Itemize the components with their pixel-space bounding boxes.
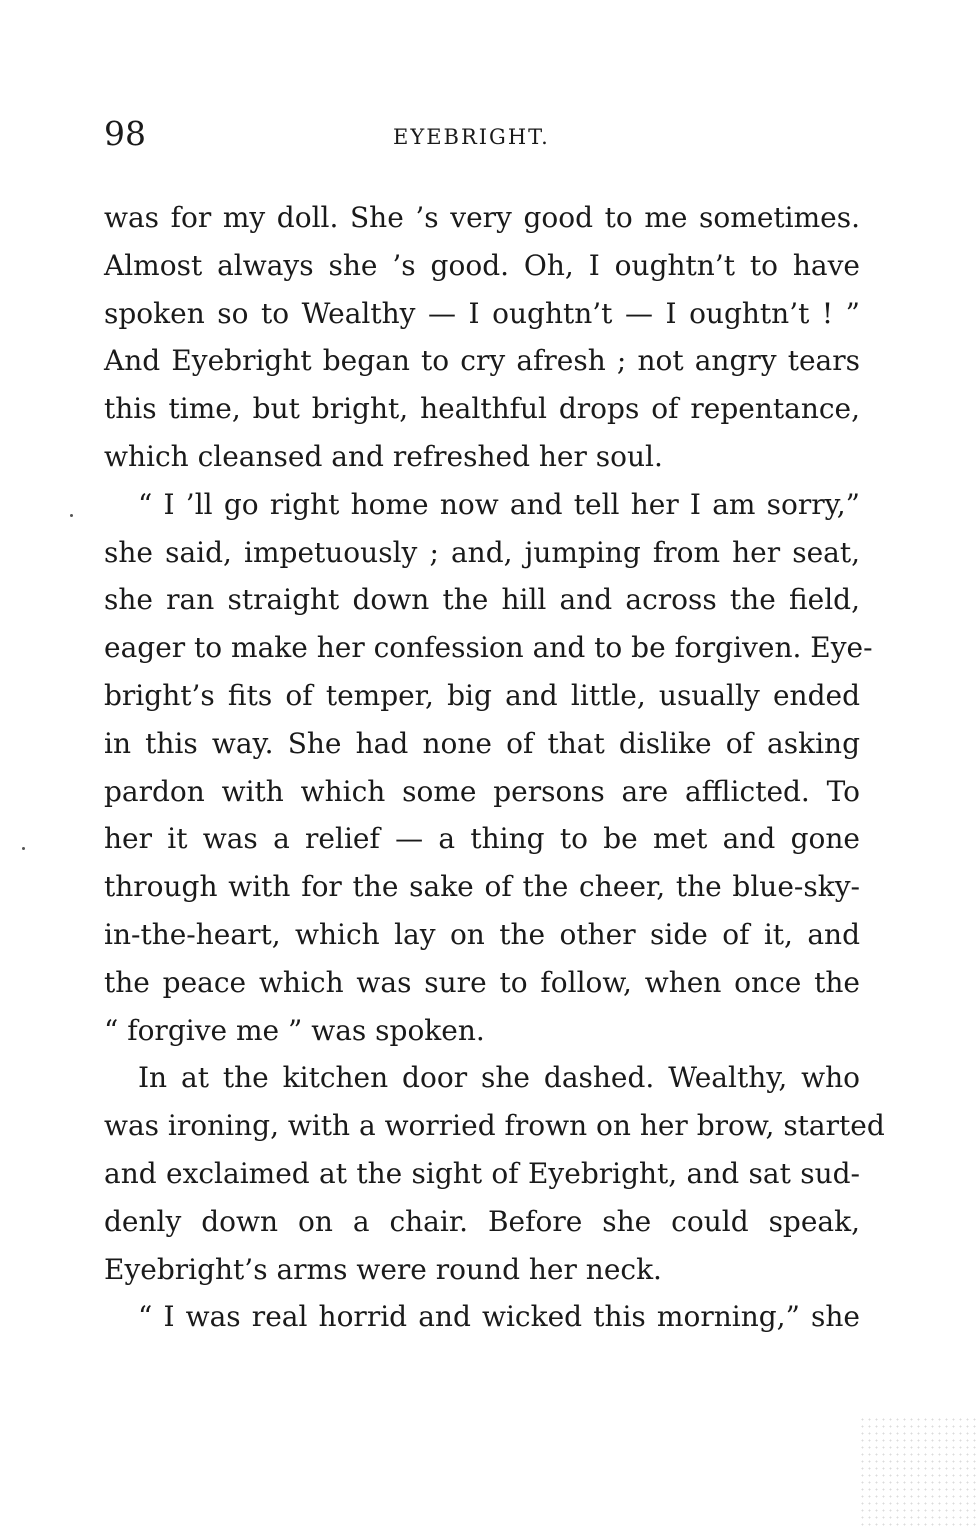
margin-speck <box>70 514 73 517</box>
paper-speckle <box>859 1416 979 1526</box>
page-number: 98 <box>104 114 146 153</box>
text-line: she said, impetuously ; and, jumping from her seat, <box>104 535 860 569</box>
text-line: bright’s fits of temper, big and little, usually ended <box>104 678 860 712</box>
text-line: In at the kitchen door she dashed. Wealthy, who <box>138 1061 860 1095</box>
text-line: pardon with which some persons are afflicted. To <box>104 774 860 808</box>
running-head: EYEBRIGHT. <box>393 125 550 149</box>
text-line: “ I ’ll go right home now and tell her I am sorry,” <box>138 487 860 521</box>
text-line: eager to make her confession and to be forgiven. Eye- <box>104 631 873 665</box>
text-line: in-the-heart, which lay on the other side of it, and <box>104 917 860 951</box>
body-text <box>104 194 885 1341</box>
text-line: “ forgive me ” was spoken. <box>104 1013 485 1047</box>
text-line: And Eyebright began to cry afresh ; not angry tears <box>104 344 860 378</box>
text-line: was for my doll. She ’s very good to me sometimes. <box>104 201 860 234</box>
text-line: her it was a relief — a thing to be met and gone <box>104 822 860 856</box>
text-line: which cleansed and refreshed her soul. <box>104 439 663 473</box>
text-line: this time, but bright, healthful drops of repentance, <box>104 392 860 426</box>
text-line: and exclaimed at the sight of Eyebright, and sat sud- <box>104 1156 860 1190</box>
margin-speck <box>22 847 25 850</box>
text-line: Eyebright’s arms were round her neck. <box>104 1252 662 1286</box>
text-line: through with for the sake of the cheer, the blue-sky- <box>104 870 860 904</box>
text-line: the peace which was sure to follow, when once the <box>104 965 860 999</box>
text-line: was ironing, with a worried frown on her brow, started <box>104 1109 885 1143</box>
text-line: in this way. She had none of that dislike of asking <box>104 726 860 760</box>
text-line: denly down on a chair. Before she could speak, <box>104 1204 860 1238</box>
text-line: she ran straight down the hill and across the field, <box>104 583 860 617</box>
text-line: “ I was real horrid and wicked this morning,” she <box>138 1300 860 1334</box>
text-line: Almost always she ’s good. Oh, I oughtn’t to have <box>104 248 860 282</box>
text-line: spoken so to Wealthy — I oughtn’t — I oughtn’t ! ” <box>104 296 860 330</box>
